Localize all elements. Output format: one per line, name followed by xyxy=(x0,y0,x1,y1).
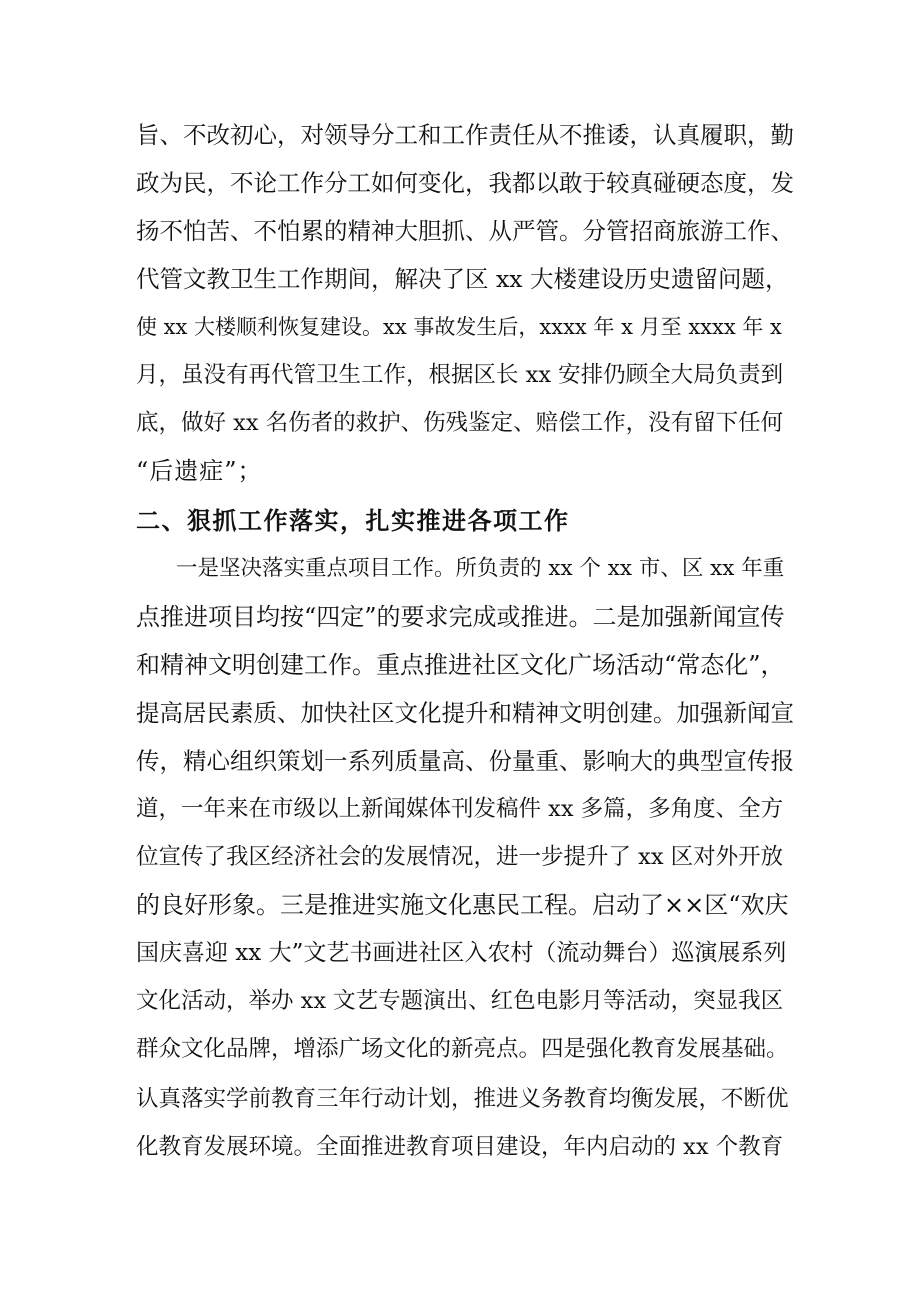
text-line: 代管文教卫生工作期间，解决了区 xx 大楼建设历史遗留问题， xyxy=(136,265,789,293)
text-line: 国庆喜迎 xx 大”文艺书画进社区入农村（流动舞台）巡演展系列 xyxy=(136,940,787,966)
text-line: 使 xx 大楼顺利恢复建设。xx 事故发生后，xxxx 年 x 月至 xxxx 年 x xyxy=(136,315,782,339)
text-line: 认真落实学前教育三年行动计划，推进义务教育均衡发展，不断优 xyxy=(136,1086,789,1112)
section-heading: 二、狠抓工作落实，扎实推进各项工作 xyxy=(136,507,570,535)
text-line: 月，虽没有再代管卫生工作，根据区长 xx 安排仍顾全大局负责到 xyxy=(136,362,784,388)
text-line: 扬不怕苦、不怕累的精神大胆抓、从严管。分管招商旅游工作、 xyxy=(136,217,794,245)
text-line: 传，精心组织策划一系列质量高、份量重、影响大的典型宣传报 xyxy=(136,747,794,775)
text-line: 底，做好 xx 名伤者的救护、伤残鉴定、赔偿工作，没有留下任何 xyxy=(136,410,784,436)
text-line: 点推进项目均按“四定”的要求完成或推进。二是加强新闻宣传 xyxy=(136,603,785,631)
text-line: 和精神文明创建工作。重点推进社区文化广场活动“常态化”， xyxy=(136,651,785,679)
text-line: 旨、不改初心，对领导分工和工作责任从不推诿，认真履职，勤 xyxy=(136,121,794,149)
text-line: 文化活动，举办 xx 文艺专题演出、红色电影月等活动，突显我区 xyxy=(136,988,784,1014)
text-line: 提高居民素质、加快社区文化提升和精神文明创建。加强新闻宣 xyxy=(136,699,794,727)
paragraph-first-line: 一是坚决落实重点项目工作。所负责的 xx 个 xx 市、区 xx 年重 xyxy=(176,556,785,581)
text-line: 的良好形象。三是推进实施文化惠民工程。启动了××区“欢庆 xyxy=(136,891,789,919)
text-line: 道，一年来在市级以上新闻媒体刊发稿件 xx 多篇，多角度、全方 xyxy=(136,796,784,822)
text-line: “后遗症”； xyxy=(136,457,263,485)
text-line: 化教育发展环境。全面推进教育项目建设，年内启动的 xx 个教育 xyxy=(136,1134,784,1160)
text-line: 群众文化品牌，增添广场文化的新亮点。四是强化教育发展基础。 xyxy=(136,1036,789,1062)
text-line: 位宣传了我区经济社会的发展情况，进一步提升了 xx 区对外开放 xyxy=(136,844,784,870)
text-line: 政为民，不论工作分工如何变化，我都以敢于较真碰硬态度，发 xyxy=(136,169,794,197)
